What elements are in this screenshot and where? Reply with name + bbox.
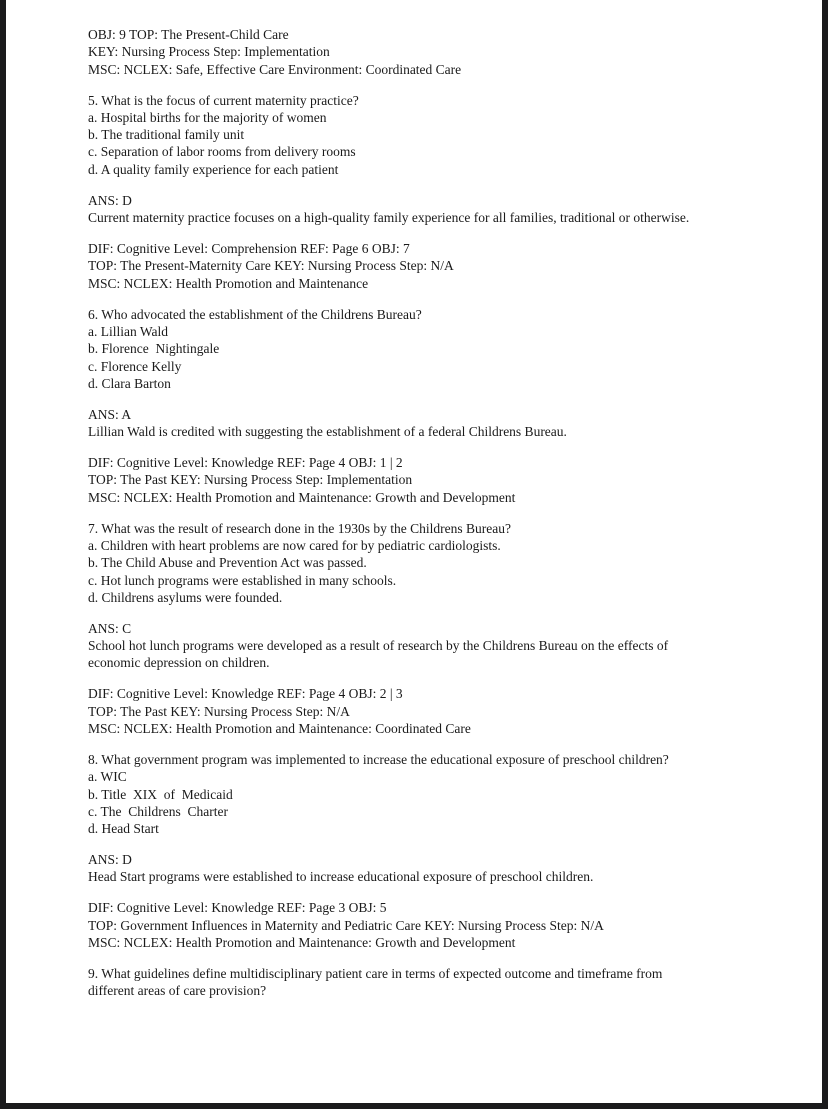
text-line: DIF: Cognitive Level: Knowledge REF: Page 3 OBJ: 5 xyxy=(88,900,387,916)
answer-block xyxy=(88,406,768,441)
text-line: 5. What is the focus of current maternity practice? xyxy=(88,92,359,108)
text-line: b. The traditional family unit xyxy=(88,127,245,143)
text-line: 6. Who advocated the establishment of the Childrens Bureau? xyxy=(88,306,422,322)
text-line: a. Lillian Wald xyxy=(88,323,169,339)
text-line: c. The Childrens Charter xyxy=(88,803,228,819)
text-line: b. Florence Nightingale xyxy=(88,341,220,357)
text-line: c. Hot lunch programs were established in many schools. xyxy=(88,572,397,588)
text-line: DIF: Cognitive Level: Knowledge REF: Page 4 OBJ: 2 | 3 xyxy=(88,686,403,702)
text-line: different areas of care provision? xyxy=(88,983,267,999)
text-line: School hot lunch programs were developed as a result of research by the Childrens Bureau on the effects of xyxy=(88,638,669,654)
text-line: TOP: Government Influences in Maternity and Pediatric Care KEY: Nursing Process Step: N/A xyxy=(88,917,604,933)
question-block xyxy=(88,751,768,837)
answer-block xyxy=(88,192,768,227)
text-line: Current maternity practice focuses on a high-quality family experience for all families, traditional or otherwise. xyxy=(88,210,690,226)
question-block xyxy=(88,306,768,392)
metadata-block xyxy=(88,685,768,737)
text-line: TOP: The Present-Maternity Care KEY: Nursing Process Step: N/A xyxy=(88,258,454,274)
text-line: OBJ: 9 TOP: The Present-Child Care xyxy=(88,27,289,42)
text-line: a. Children with heart problems are now cared for by pediatric cardiologists. xyxy=(88,537,501,553)
text-line: DIF: Cognitive Level: Knowledge REF: Page 4 OBJ: 1 | 2 xyxy=(88,455,403,471)
question-block xyxy=(88,965,768,1000)
text-line: d. A quality family experience for each patient xyxy=(88,161,339,177)
text-line: ANS: A xyxy=(88,406,132,422)
text-line: MSC: NCLEX: Health Promotion and Maintenance xyxy=(88,275,369,291)
text-line: c. Separation of labor rooms from delivery rooms xyxy=(88,144,356,160)
text-line: d. Clara Barton xyxy=(88,375,171,391)
text-line: ANS: D xyxy=(88,852,132,868)
text-line: a. Hospital births for the majority of women xyxy=(88,109,327,125)
bottom-edge-bar xyxy=(0,1103,828,1109)
text-line: d. Head Start xyxy=(88,821,159,837)
text-line: b. Title XIX of Medicaid xyxy=(88,786,233,802)
metadata-block xyxy=(88,240,768,292)
text-line: TOP: The Past KEY: Nursing Process Step: Implementation xyxy=(88,472,413,488)
question-block xyxy=(88,520,768,606)
metadata-block xyxy=(88,899,768,951)
text-line: 7. What was the result of research done in the 1930s by the Childrens Bureau? xyxy=(88,520,512,536)
text-line: d. Childrens asylums were founded. xyxy=(88,589,283,605)
text-line: ANS: D xyxy=(88,192,132,208)
text-line: MSC: NCLEX: Health Promotion and Maintenance: Growth and Development xyxy=(88,489,516,505)
text-line: MSC: NCLEX: Health Promotion and Maintenance: Growth and Development xyxy=(88,935,516,951)
text-line: MSC: NCLEX: Safe, Effective Care Environment: Coordinated Care xyxy=(88,61,462,77)
text-line: c. Florence Kelly xyxy=(88,358,182,374)
question-block xyxy=(88,92,768,178)
text-line: Head Start programs were established to increase educational exposure of preschool children. xyxy=(88,869,594,885)
text-line: b. The Child Abuse and Prevention Act was passed. xyxy=(88,555,367,571)
text-line: ANS: C xyxy=(88,620,132,636)
text-line: KEY: Nursing Process Step: Implementation xyxy=(88,44,330,60)
right-edge-bar xyxy=(822,0,828,1109)
text-line: 8. What government program was implemented to increase the educational exposure of preschool children? xyxy=(88,751,669,767)
metadata-block xyxy=(88,454,768,506)
document-page xyxy=(88,26,768,1000)
text-line: a. WIC xyxy=(88,769,127,785)
text-line: MSC: NCLEX: Health Promotion and Maintenance: Coordinated Care xyxy=(88,720,471,736)
answer-block xyxy=(88,851,768,886)
answer-block xyxy=(88,620,768,672)
text-line: DIF: Cognitive Level: Comprehension REF: Page 6 OBJ: 7 xyxy=(88,241,410,257)
text-line: Lillian Wald is credited with suggesting the establishment of a federal Childrens Bureau. xyxy=(88,424,567,440)
text-line: 9. What guidelines define multidisciplinary patient care in terms of expected outcome and timeframe from xyxy=(88,966,663,981)
text-line: TOP: The Past KEY: Nursing Process Step: N/A xyxy=(88,703,350,719)
text-line: economic depression on children. xyxy=(88,655,270,671)
metadata-block xyxy=(88,26,768,78)
left-edge-bar xyxy=(0,0,6,1109)
